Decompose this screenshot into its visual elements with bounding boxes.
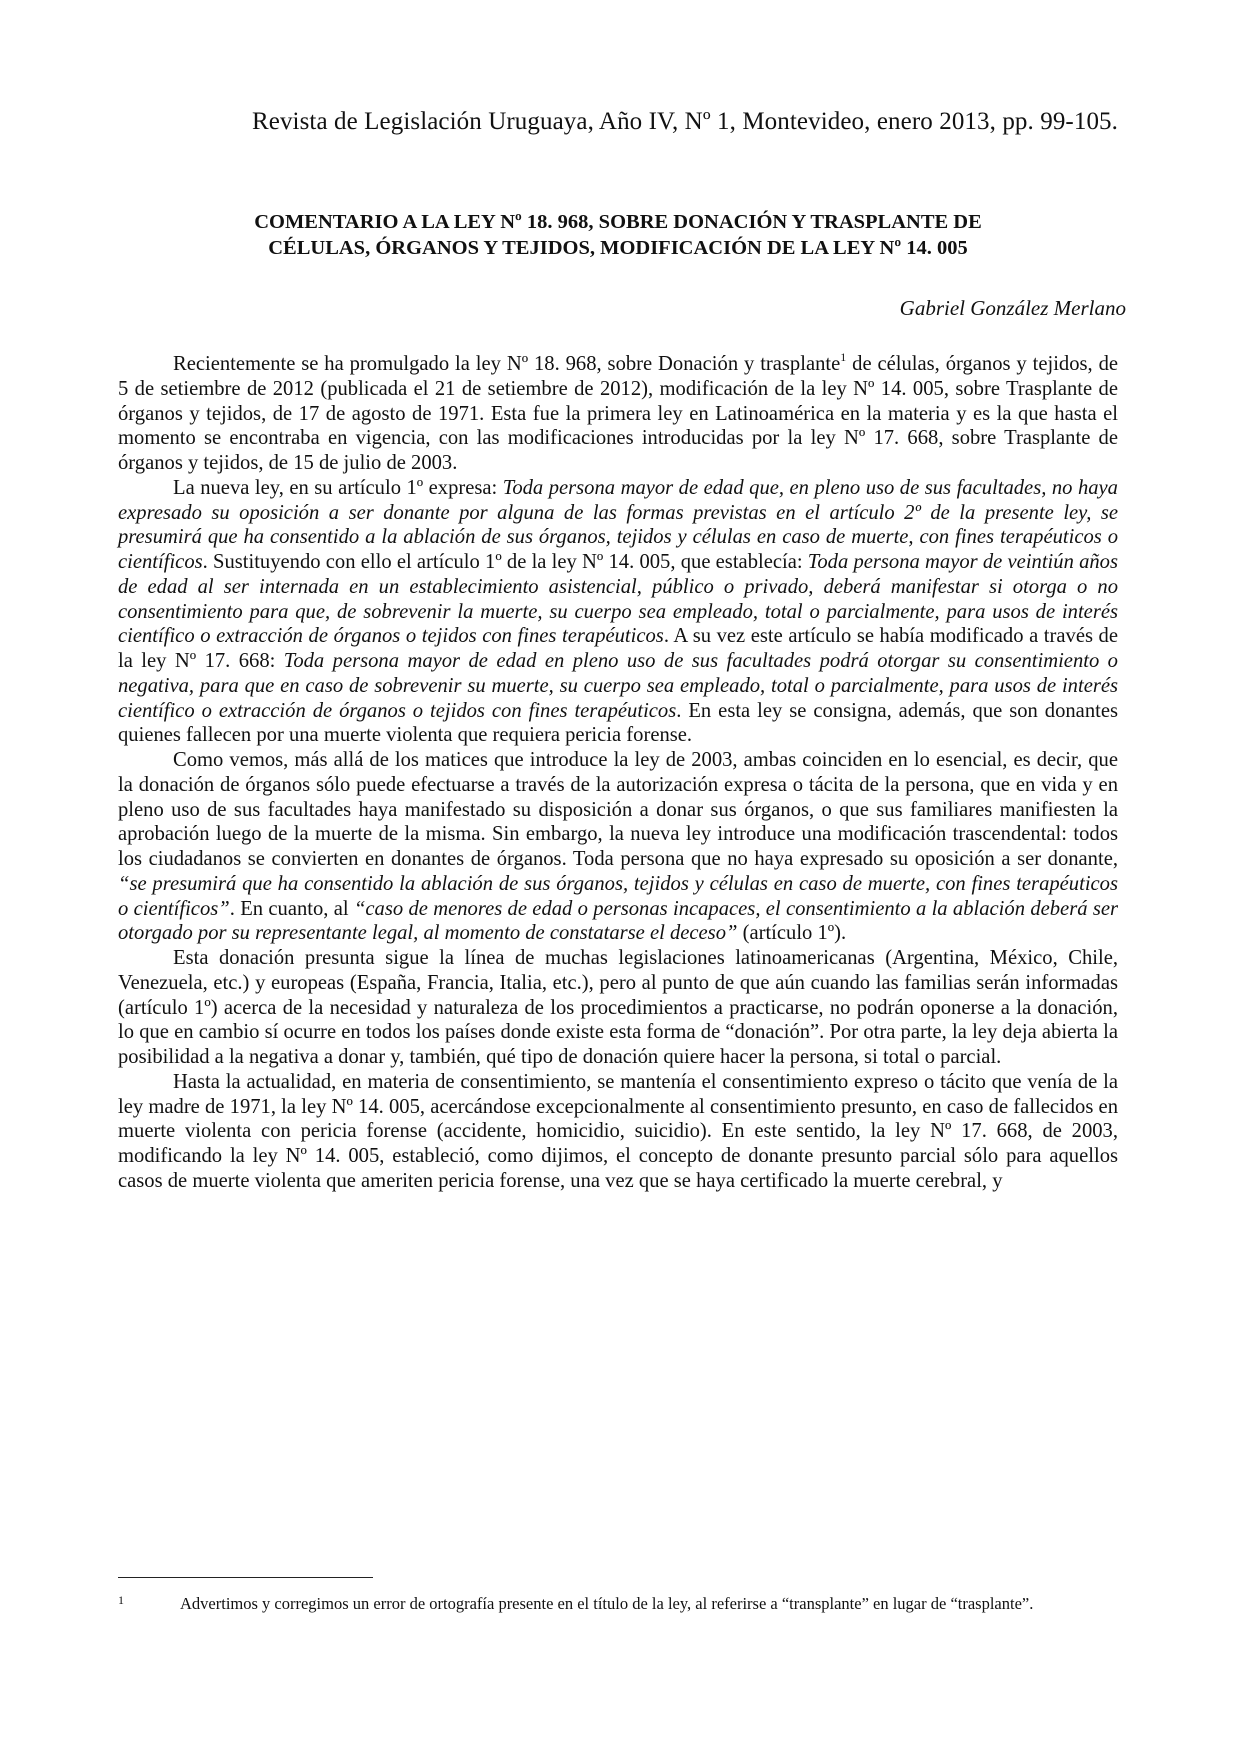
paragraph-text: La nueva ley, en su artículo 1º expresa:	[173, 476, 503, 499]
article-title-line-1: COMENTARIO A LA LEY Nº 18. 968, SOBRE DONACIÓN Y TRASPLANTE DE	[254, 211, 982, 233]
paragraph	[118, 748, 1118, 946]
paragraph-text: (artículo 1º).	[737, 922, 847, 945]
footnote	[118, 1594, 1118, 1614]
footnote-number: 1	[118, 1593, 124, 1607]
paragraph-text: . Sustituyendo con ello el artículo 1º de la ley Nº 14. 005, que establecía:	[202, 551, 808, 573]
journal-citation: Revista de Legislación Uruguaya, Año IV, Nº 1, Montevideo, enero 2013, pp. 99-105.	[251, 108, 1118, 135]
paragraph-text: . En esta ley se consigna, además, que son donantes quienes fallecen por una muerte violenta que requiera pericia forense.	[118, 699, 1118, 747]
quoted-legal-text: Toda persona mayor de edad que, en pleno uso de sus facultades, no haya expresado su oposición a ser donante por alguna de las formas previstas en el artículo 2º de la presente ley, se presumirá que ha consentido a la ablación de sus órganos, tejidos y células en caso de muerte, con fines terapéuticos o científicos	[118, 476, 1118, 573]
footnote-text: Advertimos y corregimos un error de ortografía presente en el título de la ley, al referirse a “transplante” en lugar de “trasplante”.	[180, 1594, 1034, 1613]
paragraph	[118, 476, 1118, 748]
paragraph-text: de células, órganos y tejidos, de 5 de setiembre de 2012 (publicada el 21 de setiembre de 2012), modificación de la ley Nº 14. 005, sobre Trasplante de órganos y tejidos, de 17 de agosto de 1971. Esta fue la primera ley en Latinoamérica en la materia y es la que hasta el momento se encontraba en vigencia, con las modificaciones introducidas por la ley Nº 17. 668, sobre Trasplante de órganos y tejidos, de 15 de julio de 2003.	[118, 353, 1119, 474]
paragraph-text: Recientemente se ha promulgado la ley Nº 18. 968, sobre Donación y trasplante	[173, 353, 841, 375]
paragraph-text: Hasta la actualidad, en materia de consentimiento, se mantenía el consentimiento expreso o tácito que venía de la ley madre de 1971, la ley Nº 14. 005, acercándose excepcionalmente al consentimiento presunto, en caso de fallecidos en muerte violenta con pericia forense (accidente, homicidio, suicidio). En este sentido, la ley Nº 17. 668, de 2003, modificando la ley Nº 14. 005, estableció, como dijimos, el concepto de donante presunto parcial sólo para aquellos casos de muerte violenta que ameriten pericia forense, una vez que se haya certificado la muerte cerebral, y	[118, 1070, 1118, 1192]
paragraph-text: . A su vez este artículo se había modificado a través de la ley Nº 17. 668:	[118, 625, 1118, 672]
paragraph	[118, 352, 1118, 476]
paragraph-text: Esta donación presunta sigue la línea de muchas legislaciones latinoamericanas (Argentina, México, Chile, Venezuela, etc.) y europeas (España, Francia, Italia, etc.), pero al punto de que aún cuando las familias serán informadas (artículo 1º) acerca de la necesidad y naturaleza de los procedimientos a practicarse, no podrán oponerse a la donación, lo que en cambio sí ocurre en todos los países donde existe esta forma de “donación”. Por otra parte, la ley deja abierta la posibilidad a la negativa a donar y, también, qué tipo de donación quiere hacer la persona, si total o parcial.	[118, 947, 1118, 1068]
quoted-legal-text: “caso de menores de edad o personas incapaces, el consentimiento a la ablación deberá ser otorgado por su representante legal, al momento de constatarse el deceso”	[118, 897, 1118, 945]
footnote-reference: 1	[840, 350, 847, 364]
quoted-legal-text: Toda persona mayor de veintiún años de edad al ser internada en un establecimiento asistencial, público o privado, deberá manifestar si otorga o no consentimiento para que, de sobrevenir la muerte, su cuerpo sea empleado, total o parcialmente, para usos de interés científico o extracción de órganos o tejidos con fines terapéuticos	[118, 551, 1118, 648]
footnote-separator	[118, 1577, 373, 1578]
paragraph-text: Como vemos, más allá de los matices que introduce la ley de 2003, ambas coinciden en lo esencial, es decir, que la donación de órganos sólo puede efectuarse a través de la autorización expresa o tácita de la persona, que en vida y en pleno uso de sus facultades haya manifestado su disposición a donar sus órganos, o que sus familiares manifiesten la aprobación luego de la muerte de la misma. Sin embargo, la nueva ley introduce una modificación trascendental: todos los ciudadanos se convierten en donantes de órganos. Toda persona que no haya expresado su oposición a ser donante,	[118, 749, 1118, 870]
article-body	[118, 352, 1118, 1194]
paragraph	[118, 1070, 1118, 1194]
quoted-legal-text: “se presumirá que ha consentido la ablación de sus órganos, tejidos y células en caso de muerte, con fines terapéuticos o científicos”	[118, 872, 1118, 920]
quoted-legal-text: Toda persona mayor de edad en pleno uso de sus facultades podrá otorgar su consentimiento o negativa, para que en caso de sobrevenir su muerte, su cuerpo sea empleado, total o parcialmente, para usos de interés científico o extracción de órganos o tejidos con fines terapéuticos	[118, 650, 1118, 722]
article-title	[118, 209, 1118, 261]
paragraph	[118, 946, 1118, 1070]
article-title-line-2: CÉLULAS, ÓRGANOS Y TEJIDOS, MODIFICACIÓN DE LA LEY Nº 14. 005	[268, 237, 968, 259]
article-author: Gabriel González Merlano	[899, 296, 1126, 320]
paragraph-text: . En cuanto, al	[229, 897, 354, 920]
